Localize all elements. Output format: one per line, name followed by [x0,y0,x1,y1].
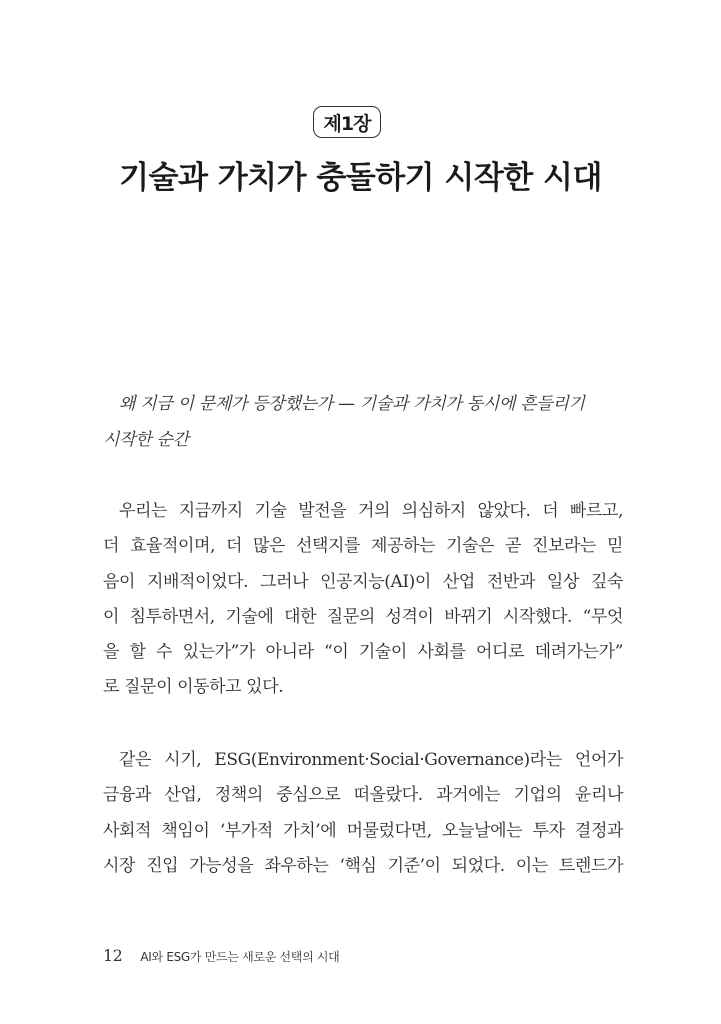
paragraph-line: 이 침투하면서, 기술에 대한 질문의 성격이 바뀌기 시작했다. “무엇 [103,606,623,627]
subtitle-line: 왜 지금 이 문제가 등장했는가 — 기술과 가치가 동시에 흔들리기 [119,394,585,414]
paragraph-line: 을 할 수 있는가”가 아니라 “이 기술이 사회를 어디로 데려가는가” [103,642,623,663]
paragraph-line: 시장 진입 가능성을 좌우하는 ‘핵심 기준’이 되었다. 이는 트렌드가 [103,855,623,876]
body-paragraph [103,743,623,884]
paragraph-line: 더 효율적이며, 더 많은 선택지를 제공하는 기술은 곧 진보라는 믿 [103,536,623,557]
paragraph-line: 사회적 책임이 ‘부가적 가치’에 머물렀다면, 오늘날에는 투자 결정과 [103,820,623,841]
paragraph-line: 로 질문이 이동하고 있다. [103,677,284,698]
paragraph-line: 우리는 지금까지 기술 발전을 거의 의심하지 않았다. 더 빠르고, [119,501,623,521]
running-title: AI와 ESG가 만드는 새로운 선택의 시대 [140,950,340,964]
paragraph-line: 같은 시기, ESG(Environment·Social·Governance)라는 언어가 [119,750,623,770]
page-footer [103,946,339,965]
page-number: 12 [103,946,123,965]
section-subtitle [103,386,623,458]
paragraph-line: 음이 지배적이었다. 그러나 인공지능(AI)이 산업 전반과 일상 깊숙 [103,571,623,592]
paragraph-line: 금융과 산업, 정책의 중심으로 떠올랐다. 과거에는 기업의 윤리나 [103,785,623,806]
subtitle-line: 시작한 순간 [103,430,189,450]
body-paragraph [103,494,623,706]
chapter-badge: 제1장 [313,106,381,138]
chapter-title: 기술과 가치가 충돌하기 시작한 시대 [119,160,602,196]
